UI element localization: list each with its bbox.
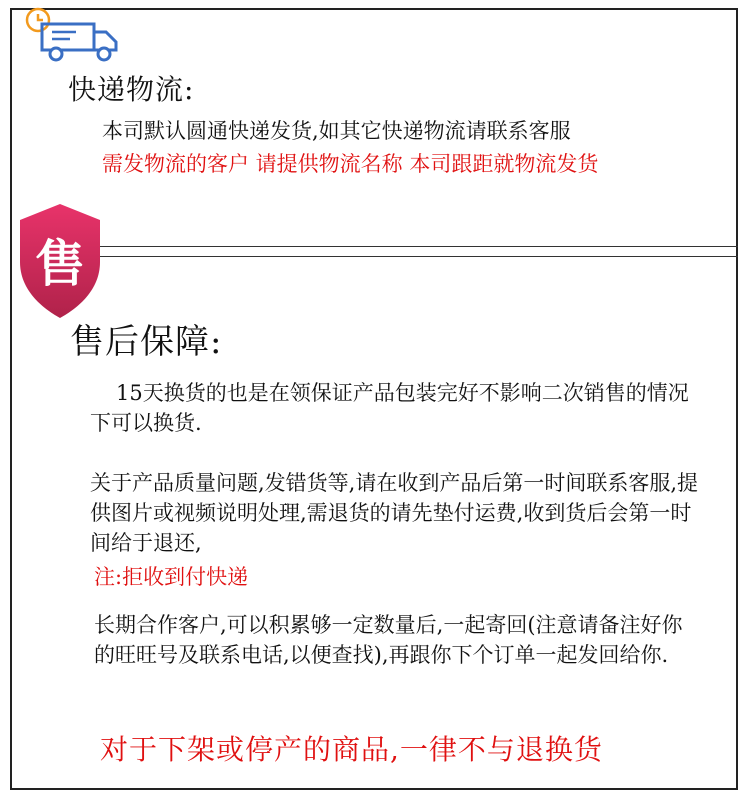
aftersales-paragraph-longterm: 长期合作客户,可以积累够一定数量后,一起寄回(注意请备注好你的旺旺号及联系电话,以便查找),再跟你下个订单一起发回给你.: [94, 613, 683, 667]
aftersales-paragraph-quality: 关于产品质量问题,发错货等,请在收到产品后第一时间联系客服,提供图片或视频说明处理,需退货的请先垫付运费,收到货后会第一时间给于退还,: [90, 471, 699, 555]
shipping-body: 本司默认圆通快递发货,如其它快递物流请联系客服: [102, 119, 571, 143]
delivery-truck-icon: [24, 6, 124, 64]
aftersales-paragraph-exchange: 15天换货的也是在领保证产品包装完好不影响二次销售的情况下可以换货.: [90, 381, 689, 435]
closing-notice: 对于下架或停产的商品,一律不与退换货: [100, 733, 603, 766]
aftersales-title: 售后保障:: [70, 322, 223, 362]
aftersales-note-red: 注:拒收到付快递: [94, 565, 249, 589]
shipping-title: 快递物流:: [68, 73, 195, 106]
shipping-red-note: 需发物流的客户 请提供物流名称 本司跟距就物流发货: [102, 152, 599, 176]
divider-line: [100, 256, 738, 257]
badge-character: 售: [35, 235, 85, 293]
divider-line: [100, 246, 738, 247]
